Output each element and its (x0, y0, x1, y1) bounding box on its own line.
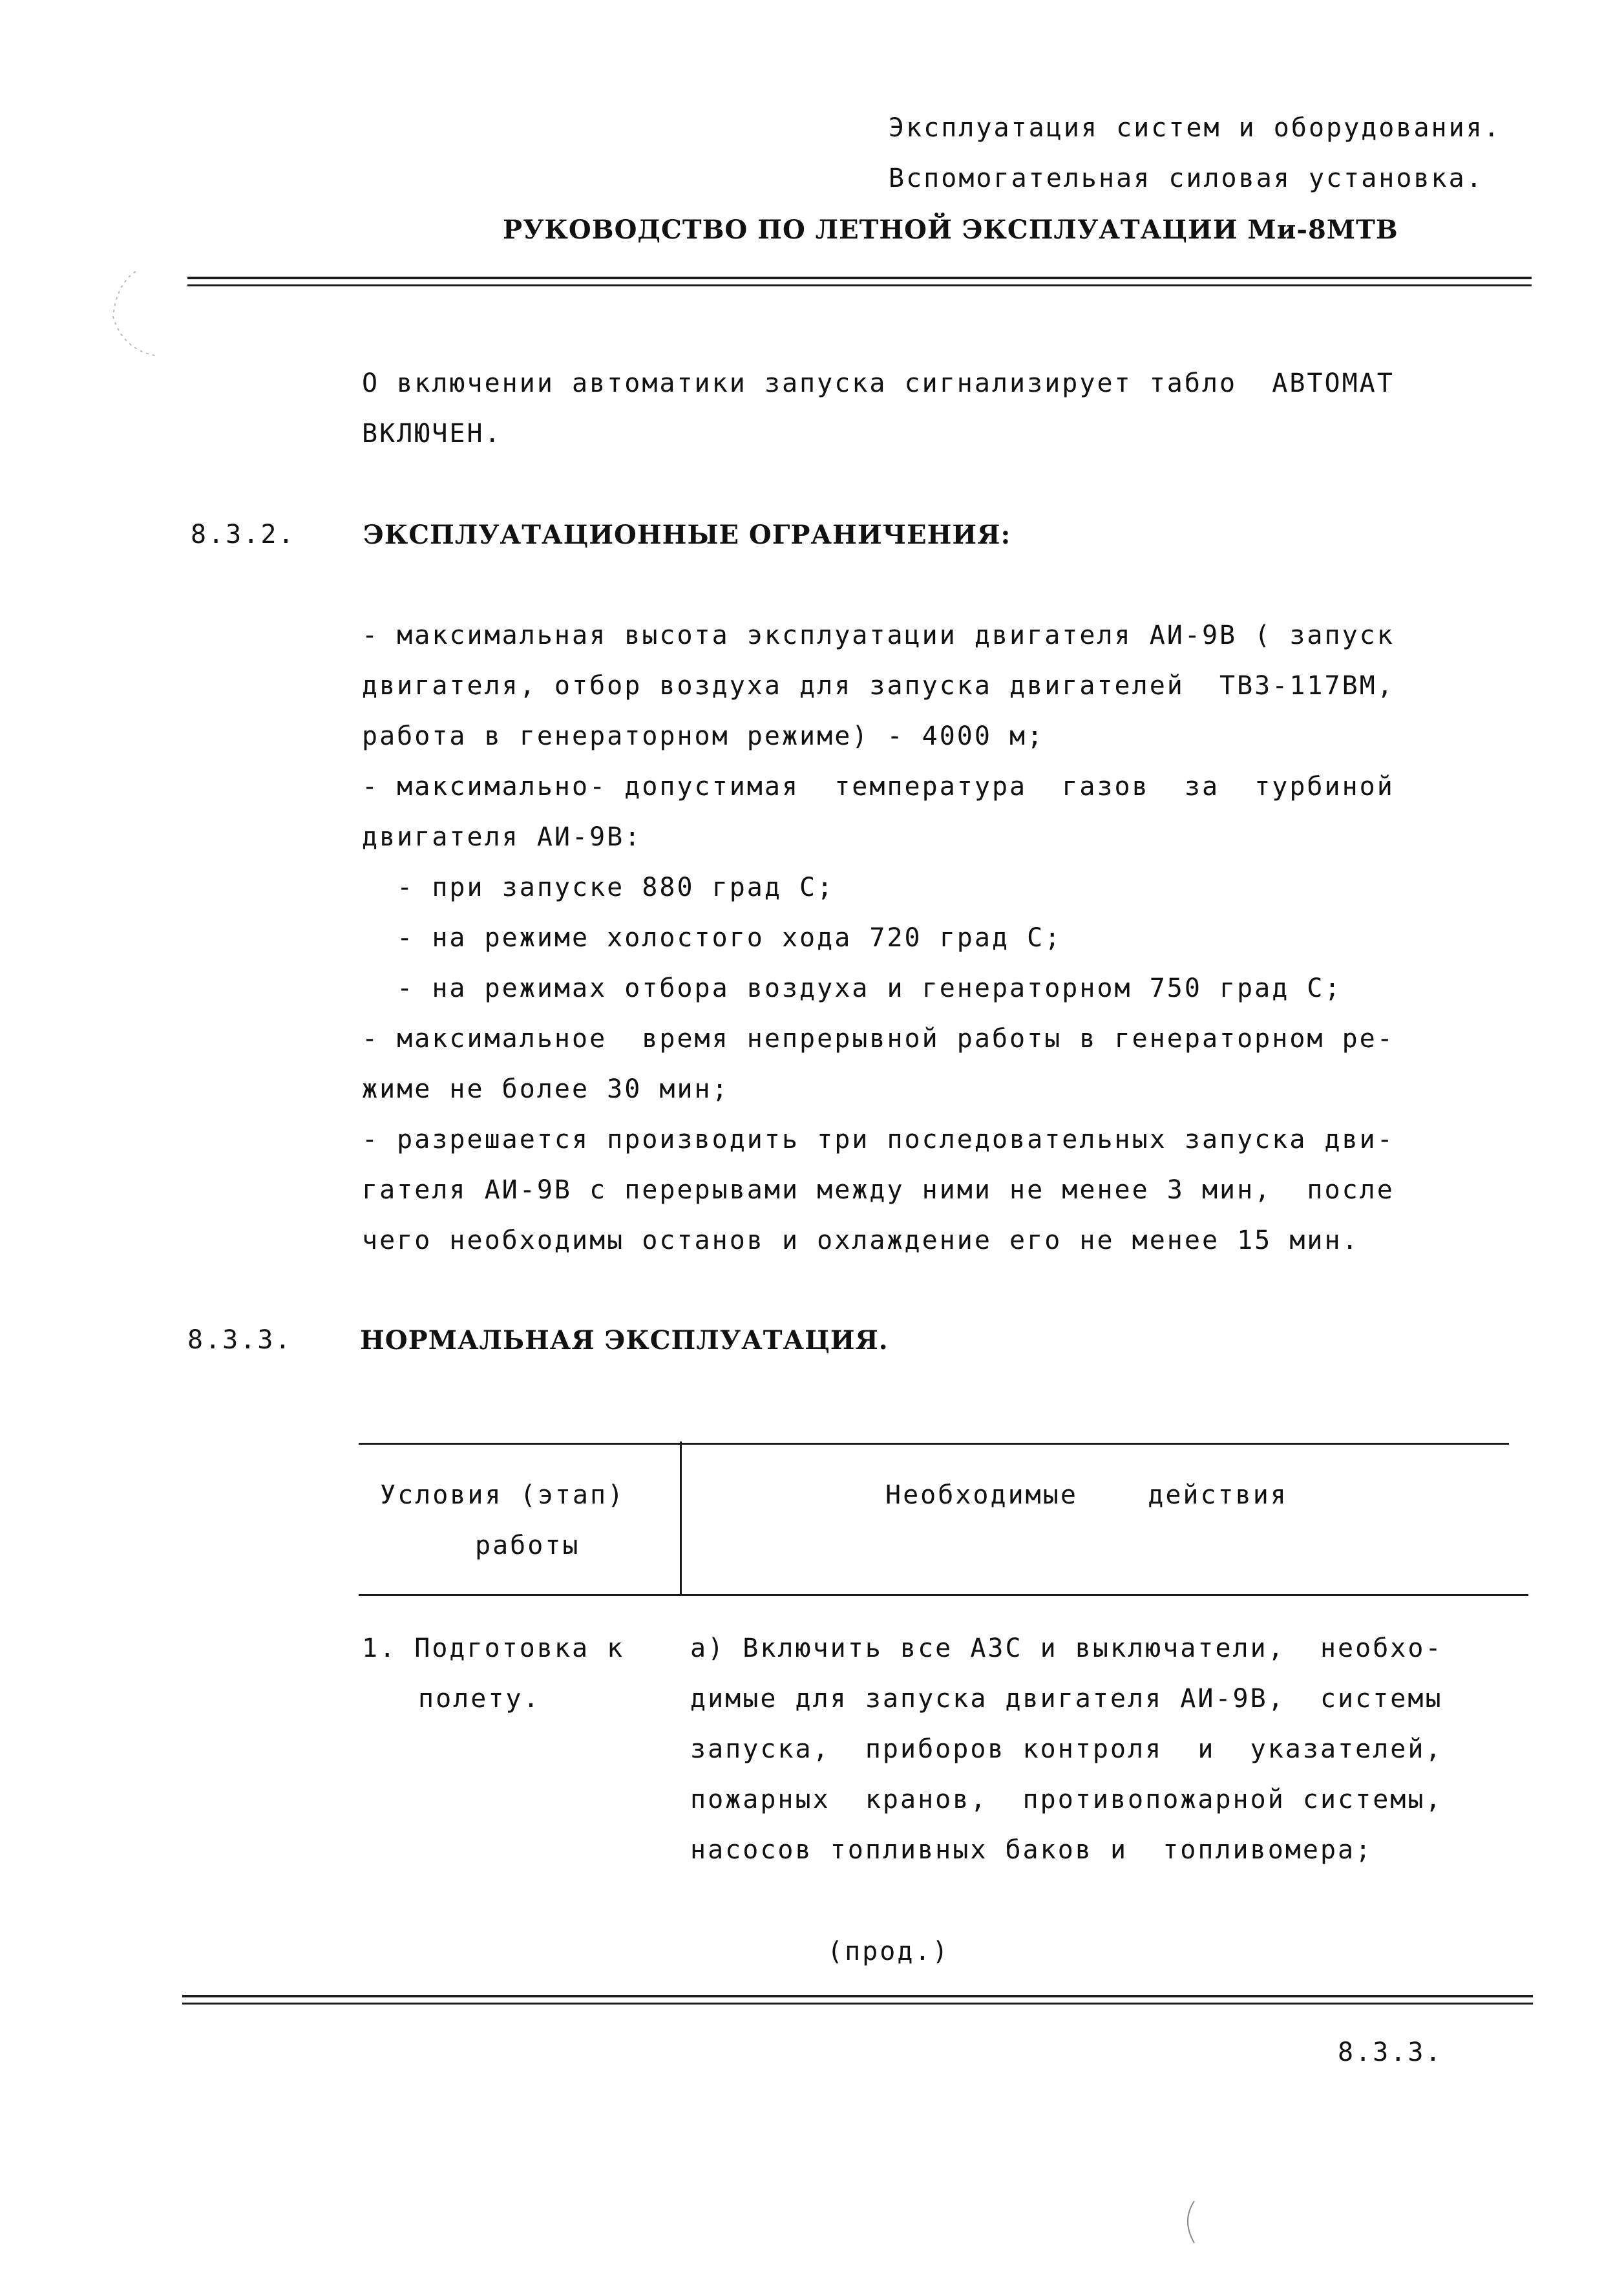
table-rule-top (359, 1443, 1509, 1445)
body-line: - максимальное время непрерывной работы в генераторном ре- (362, 1024, 1395, 1054)
scan-artifact-bracket (1176, 2198, 1202, 2250)
header-line-1: Эксплуатация систем и оборудования. (889, 113, 1501, 143)
table-row-action-line: запуска, приборов контроля и указателей, (690, 1734, 1443, 1764)
body-line: двигателя, отбор воздуха для запуска двигателей ТВ3-117ВМ, (362, 671, 1395, 701)
header-line-2: Вспомогательная силовая установка. (889, 164, 1484, 193)
body-line: - максимально- допустимая температура газов за турбиной (362, 772, 1395, 802)
table-rule-header-bottom (359, 1594, 1528, 1596)
table-col2-header: Необходимые действия (885, 1480, 1288, 1510)
intro-line-1: О включении автоматики запуска сигнализирует табло АВТОМАТ (362, 368, 1395, 398)
intro-line-2: ВКЛЮЧЕН. (362, 419, 502, 449)
body-line: - при запуске 880 град С; (362, 873, 835, 902)
continued-marker: (прод.) (827, 1937, 950, 1966)
table-row-condition-line-1: 1. Подготовка к (362, 1633, 625, 1663)
section-832-title: ЭКСПЛУАТАЦИОННЫЕ ОГРАНИЧЕНИЯ: (363, 520, 1011, 550)
table-row-action-line: пожарных кранов, противопожарной системы, (690, 1785, 1443, 1814)
body-line: гателя АИ-9В с перерывами между ними не менее 3 мин, после (362, 1175, 1395, 1205)
table-row-action-line: насосов топливных баков и топливомера; (690, 1835, 1373, 1865)
body-line: чего необходимы останов и охлаждение его не менее 15 мин. (362, 1226, 1360, 1255)
footer-rule-bottom (182, 2003, 1533, 2005)
table-column-divider (680, 1441, 682, 1595)
body-line: двигателя АИ-9В: (362, 822, 642, 852)
header-rule-top (187, 277, 1532, 279)
body-line: - на режиме холостого хода 720 град С; (362, 923, 1062, 953)
table-row-condition-line-2: полету. (418, 1684, 541, 1714)
body-line: работа в генераторном режиме) - 4000 м; (362, 721, 1045, 751)
body-line: - разрешается производить три последовательных запуска дви- (362, 1125, 1395, 1154)
table-row-action-line: а) Включить все АЗС и выключатели, необхо- (690, 1633, 1443, 1663)
section-833-number: 8.3.3. (187, 1325, 293, 1355)
table-col1-header-line-2: работы (475, 1531, 580, 1560)
section-832-number: 8.3.2. (191, 520, 296, 549)
body-line: жиме не более 30 мин; (362, 1074, 730, 1104)
table-row-action-line: димые для запуска двигателя АИ-9В, системы (690, 1684, 1443, 1714)
header-title: РУКОВОДСТВО ПО ЛЕТНОЙ ЭКСПЛУАТАЦИИ Ми-8МТВ (503, 215, 1398, 245)
body-line: - максимальная высота эксплуатации двигателя АИ-9В ( запуск (362, 621, 1395, 650)
footer-rule-top (182, 1995, 1533, 1997)
body-line: - на режимах отбора воздуха и генераторном 750 град С; (362, 973, 1342, 1003)
header-rule-bottom (187, 284, 1532, 286)
scan-artifact-mark (97, 259, 174, 375)
table-col1-header-line-1: Условия (этап) (380, 1480, 626, 1510)
page-reference: 8.3.3. (1338, 2037, 1443, 2067)
section-833-title: НОРМАЛЬНАЯ ЭКСПЛУАТАЦИЯ. (360, 1325, 889, 1356)
